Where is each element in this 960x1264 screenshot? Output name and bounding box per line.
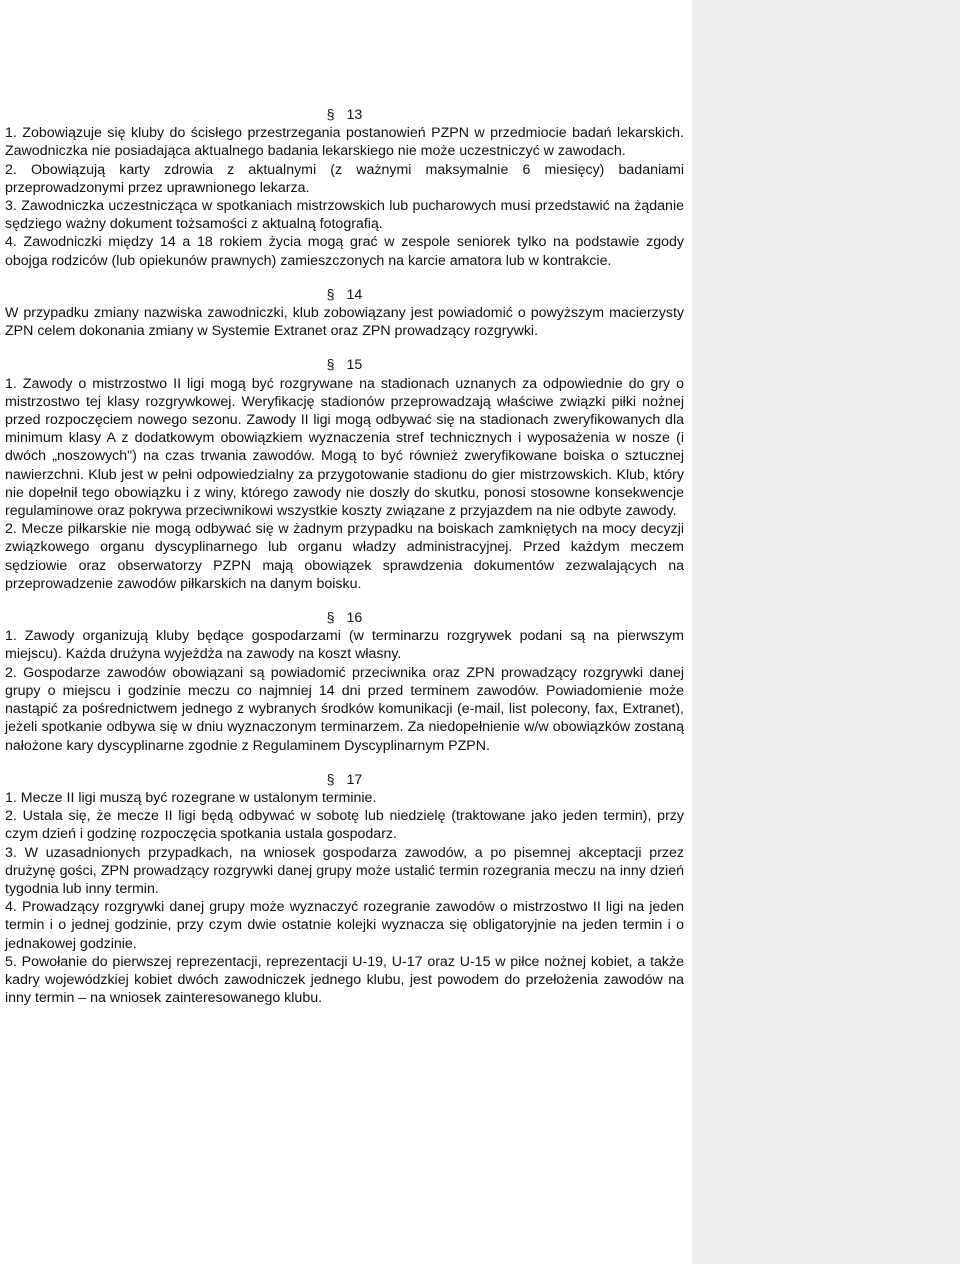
section-heading — [5, 356, 684, 374]
section-paragraph: 2. Mecze piłkarskie nie mogą odbywać się w żadnym przypadku na boiskach zamkniętych na mocy decyzji związkowego organu dyscyplinarnego lub organu władzy administracyjnej. Przed każdym meczem sędziowie oraz obserwatorzy PZPN mają obowiązek sprawdzenia dokumentów zezwalających na przeprowadzenie zawodów piłkarskich na danym boisku. — [5, 521, 684, 592]
section-paragraph: 2. Gospodarze zawodów obowiązani są powiadomić przeciwnika oraz ZPN prowadzący rozgrywki danej grupy o miejscu i godzinie meczu co najmniej 14 dni przed terminem zawodów. Powiadomienie może nastąpić za pośrednictwem jednego z wybranych środków komunikacji (e-mail, list polecony, fax, Extranet), jeżeli spotkanie odbywa się w dniu wyznaczonym terminarzem. Za niedopełnienie w/w obowiązków zostaną nałożone kary dyscyplinarne zgodnie z Regulaminem Dyscyplinarnym PZPN. — [5, 664, 684, 754]
section-number: 17 — [346, 771, 363, 788]
section-paragraph: 4. Prowadzący rozgrywki danej grupy może wyznaczyć rozegranie zawodów o mistrzostwo II ligi na jeden termin i o jednej godzinie, przy czym dwie ostatnie kolejki wyznacza się obligatoryjnie na jeden termin i o jednakowej godzinie. — [5, 899, 684, 952]
document-body — [5, 106, 684, 1007]
section-14 — [5, 286, 684, 341]
section-17 — [5, 771, 684, 1008]
section-symbol: § — [326, 286, 335, 303]
section-paragraph: 1. Zobowiązuje się kluby do ścisłego przestrzegania postanowień PZPN w przedmiocie badań lekarskich. Zawodniczka nie posiadająca aktualnego badania lekarskiego nie może uczestniczyć w zawodach. — [5, 125, 684, 160]
section-symbol: § — [326, 107, 335, 123]
section-heading — [5, 609, 684, 627]
section-number: 14 — [346, 286, 363, 303]
section-paragraph: 3. W uzasadnionych przypadkach, na wniosek gospodarza zawodów, a po pisemnej akceptacji przez drużynę gości, ZPN prowadzący rozgrywki danej grupy może ustalić termin rozegrania meczu na inny dzień tygodnia lub inny termin. — [5, 844, 684, 897]
section-paragraph: 2. Obowiązują karty zdrowia z aktualnymi (z ważnymi maksymalnie 6 miesięcy) badaniami przeprowadzonymi przez uprawnionego lekarza. — [5, 161, 684, 196]
section-paragraph: 1. Zawody organizują kluby będące gospodarzami (w terminarzu rozgrywek podani są na pierwszym miejscu). Każda drużyna wyjeżdża na zawody na koszt własny. — [5, 628, 684, 663]
section-16 — [5, 609, 684, 755]
section-number: 16 — [346, 610, 363, 627]
section-heading — [5, 286, 684, 304]
section-15 — [5, 356, 684, 593]
section-paragraph: 1. Mecze II ligi muszą być rozegrane w ustalonym terminie. — [5, 789, 377, 806]
section-symbol: § — [326, 610, 335, 627]
section-heading — [5, 106, 684, 124]
section-paragraph: 4. Zawodniczki między 14 a 18 rokiem życia mogą grać w zespole seniorek tylko na podstawie zgody obojga rodziców (lub opiekunów prawnych) zamieszczonych na karcie amatora lub w kontrakcie. — [5, 234, 684, 269]
section-paragraph: 2. Ustala się, że mecze II ligi będą odbywać w sobotę lub niedzielę (traktowane jako jeden termin), przy czym dzień i godzinę rozpoczęcia spotkania ustala gospodarz. — [5, 808, 684, 843]
section-paragraph: 1. Zawody o mistrzostwo II ligi mogą być rozgrywane na stadionach uznanych za odpowiednie do gry o mistrzostwo tej klasy rozgrywkowej. Weryfikację stadionów przeprowadzają właściwe związki piłki nożnej przed rozpoczęciem nowego sezonu. Zawody II ligi mogą odbywać się na stadionach zweryfikowanych dla minimum klasy A z dodatkowym obowiązkiem wyznaczenia stref technicznych i wyposażenia w nosze (i dwóch „noszowych") na czas trwania zawodów. Mogą to być również zweryfikowane boiska o sztucznej nawierzchni. Klub jest w pełni odpowiedzialny za przygotowanie stadionu do gier mistrzowskich. Klub, który nie dopełnił tego obowiązku i z winy, którego zawody nie doszły do skutku, ponosi stosowne konsekwencje regulaminowe oraz pokrywa przeciwnikowi wszystkie koszty związane z przyjazdem na nie odbyte zawody. — [5, 375, 684, 520]
section-13 — [5, 106, 684, 270]
section-symbol: § — [326, 771, 335, 788]
section-symbol: § — [326, 357, 335, 374]
section-paragraph: 5. Powołanie do pierwszej reprezentacji, reprezentacji U-19, U-17 oraz U-15 w piłce nożnej kobiet, a także kadry wojewódzkiej kobiet dwóch zawodniczek jednego klubu, jest powodem do przełożenia zawodów na inny termin – na wniosek zainteresowanego klubu. — [5, 953, 684, 1007]
section-number: 15 — [346, 357, 363, 374]
section-number: 13 — [346, 107, 363, 123]
section-paragraph: W przypadku zmiany nazwiska zawodniczki, klub zobowiązany jest powiadomić o powyższym macierzysty ZPN celem dokonania zmiany w Systemie Extranet oraz ZPN prowadzący rozgrywki. — [5, 305, 684, 340]
right-margin-panel — [692, 0, 960, 1264]
section-heading — [5, 771, 684, 789]
section-paragraph: 3. Zawodniczka uczestnicząca w spotkaniach mistrzowskich lub pucharowych musi przedstawić na żądanie sędziego ważny dokument tożsamości z aktualną fotografią. — [5, 198, 684, 233]
